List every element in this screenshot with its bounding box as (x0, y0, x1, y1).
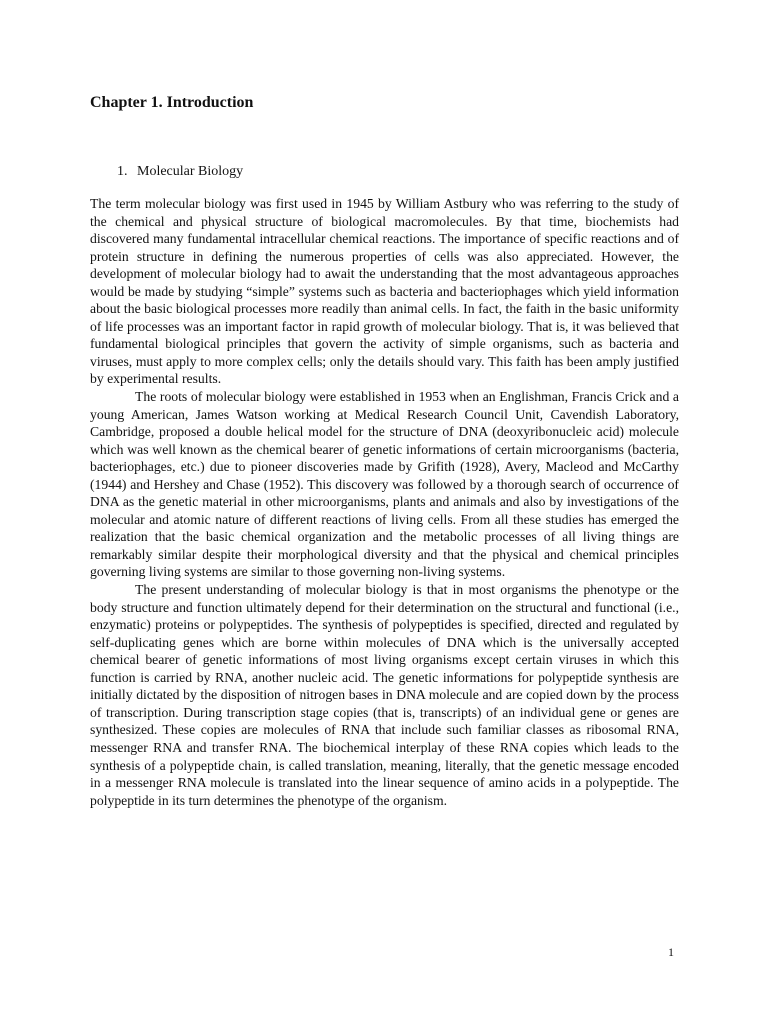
section-number: 1. (117, 164, 128, 179)
chapter-title: Chapter 1. Introduction (90, 94, 254, 111)
paragraph-dna-discovery: The roots of molecular biology were established in 1953 when an Englishman, Francis Crick and a young American, James Watson working at Medical Research Council Unit, Cavendish Laboratory, Cambridge, proposed a double helical model for the structure of DNA (deoxyribonucleic acid) molecule which was well known as the chemical bearer of genetic informations of certain microorganisms (bacteria, bacteriophages, etc.) due to pioneer discoveries made by Grifith (1928), Avery, Macleod and McCarthy (1944) and Hershey and Chase (1952). This discovery was followed by a thorough search of occurrence of DNA as the genetic material in other microorganisms, plants and animals and also by investigations of the molecular and atomic nature of different reactions of living cells. From all these studies has emerged the realization that the basic chemical organization and the metabolic processes of all living things are remarkably similar despite their morphological diversity and that the physical and chemical principles governing living systems are similar to those governing non-living systems. (90, 389, 679, 580)
section-heading (117, 163, 243, 181)
page-number: 1 (668, 945, 674, 959)
paragraph-current-understanding: The present understanding of molecular biology is that in most organisms the phenotype or the body structure and function ultimately depend for their determination on the structural and functional (i.e., enzymatic) proteins or polypeptides. The synthesis of polypeptides is specified, directed and regulated by self-duplicating genes which are borne within molecules of DNA which is the universally accepted chemical bearer of genetic informations of most living organisms except certain viruses in which this function is carried by RNA, another nucleic acid. The genetic informations for polypeptide synthesis are initially dictated by the disposition of nitrogen bases in DNA molecule and are copied down by the process of transcription. During transcription stage copies (that is, transcripts) of an individual gene or genes are synthesized. These copies are molecules of RNA that include such familiar classes as ribosomal RNA, messenger RNA and transfer RNA. The biochemical interplay of these RNA copies which leads to the synthesis of a polypeptide chain, is called translation, meaning, literally, that the genetic message encoded in a messenger RNA molecule is translated into the linear sequence of amino acids in a polypeptide. The polypeptide in its turn determines the phenotype of the organism. (90, 582, 679, 808)
section-title: Molecular Biology (137, 164, 244, 179)
paragraph-intro: The term molecular biology was first used in 1945 by William Astbury who was referring to the study of the chemical and physical structure of biological macromolecules. By that time, biochemists had discovered many fundamental intracellular chemical reactions. The importance of specific reactions and of protein structure in defining the numerous properties of cells was also appreciated. However, the development of molecular biology had to await the understanding that the most advantageous approaches would be made by studying “simple” systems such as bacteria and bacteriophages which yield information about the basic biological processes more readily than animal cells. In fact, the faith in the basic uniformity of life processes was an important factor in rapid growth of molecular biology. That is, it was believed that fundamental biological principles that govern the activity of simple organisms, such as bacteria and viruses, must apply to more complex cells; only the details should vary. This faith has been amply justified by experimental results. (90, 196, 679, 387)
body-text (90, 195, 679, 809)
